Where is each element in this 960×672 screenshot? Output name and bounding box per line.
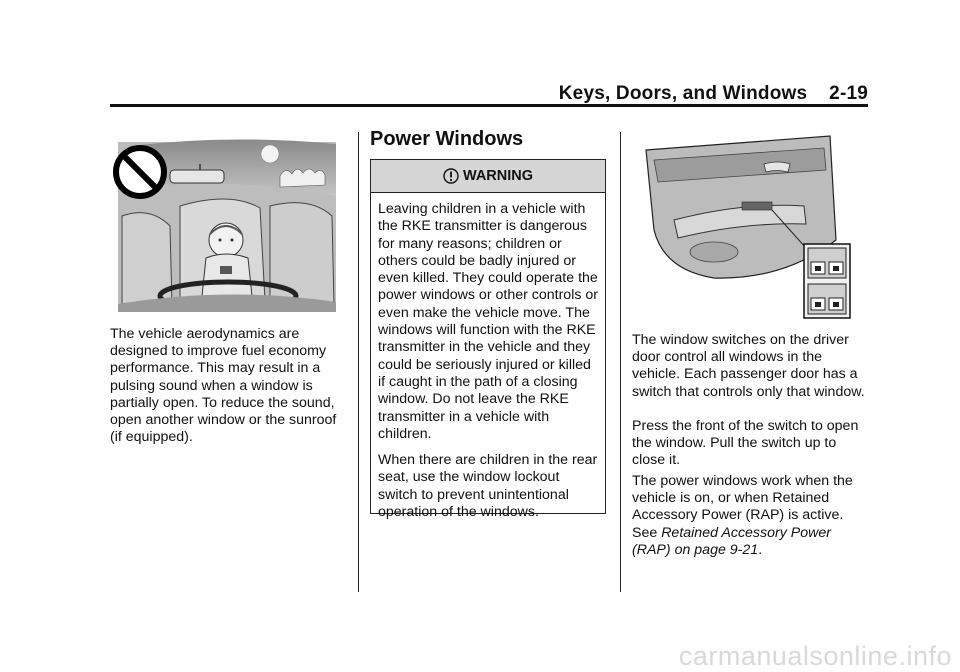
rap-paragraph-end: .: [758, 541, 763, 558]
child-in-driver-seat-illustration: [110, 136, 338, 312]
switch-operation-paragraph: Press the front of the switch to open the window. Pull the switch up to close it.: [632, 418, 859, 469]
warning-triangle-icon: [443, 168, 459, 184]
window-switches-paragraph: The window switches on the driver door control all windows in the vehicle. Each passenger door has a switch that controls only that window.: [632, 332, 865, 400]
column-divider-right: [620, 132, 621, 592]
column-divider-left: [358, 132, 359, 592]
warning-header: [371, 160, 605, 193]
page-number: 2-19: [829, 83, 868, 104]
rap-paragraph-text: The power windows work when the vehicle is on, or when Retained Accessory Power (RAP) is active. See: [632, 473, 853, 541]
warning-body: [371, 193, 605, 521]
prohibition-icon: [116, 148, 164, 196]
section-title: Keys, Doors, and Windows: [558, 83, 808, 104]
window-switch-inset: [804, 244, 850, 318]
warning-paragraph-1: Leaving children in a vehicle with the RKE transmitter is dangerous for many reasons; children or others could be badly injured or even killed. They could operate the power windows or other controls or even make the vehicle move. The windows will function with the RKE transmitter in the vehicle and they could be seriously injured or killed if caught in the path of a closing window. Do not leave the RKE transmitter in a vehicle with children.: [378, 201, 599, 442]
header-rule: [110, 104, 868, 107]
page-header-title: [559, 83, 868, 105]
aerodynamics-paragraph: The vehicle aerodynamics are designed to improve fuel economy performance. This may result in a pulsing sound when a window is partially open. To reduce the sound, open another window or the sunroof (if equipped).: [110, 326, 337, 446]
warning-title: WARNING: [462, 168, 534, 184]
site-watermark: carmanualsonline.info: [678, 641, 952, 671]
section-heading: Power Windows: [370, 128, 524, 150]
warning-box: [370, 159, 606, 521]
rap-paragraph: [632, 473, 870, 559]
warning-paragraph-2: When there are children in the rear seat, use the window lockout switch to prevent unintentional operation of the windows.: [378, 452, 598, 521]
door-panel-illustration: [634, 130, 854, 320]
rap-cross-reference: Retained Accessory Power (RAP) on page 9-21: [632, 524, 831, 558]
